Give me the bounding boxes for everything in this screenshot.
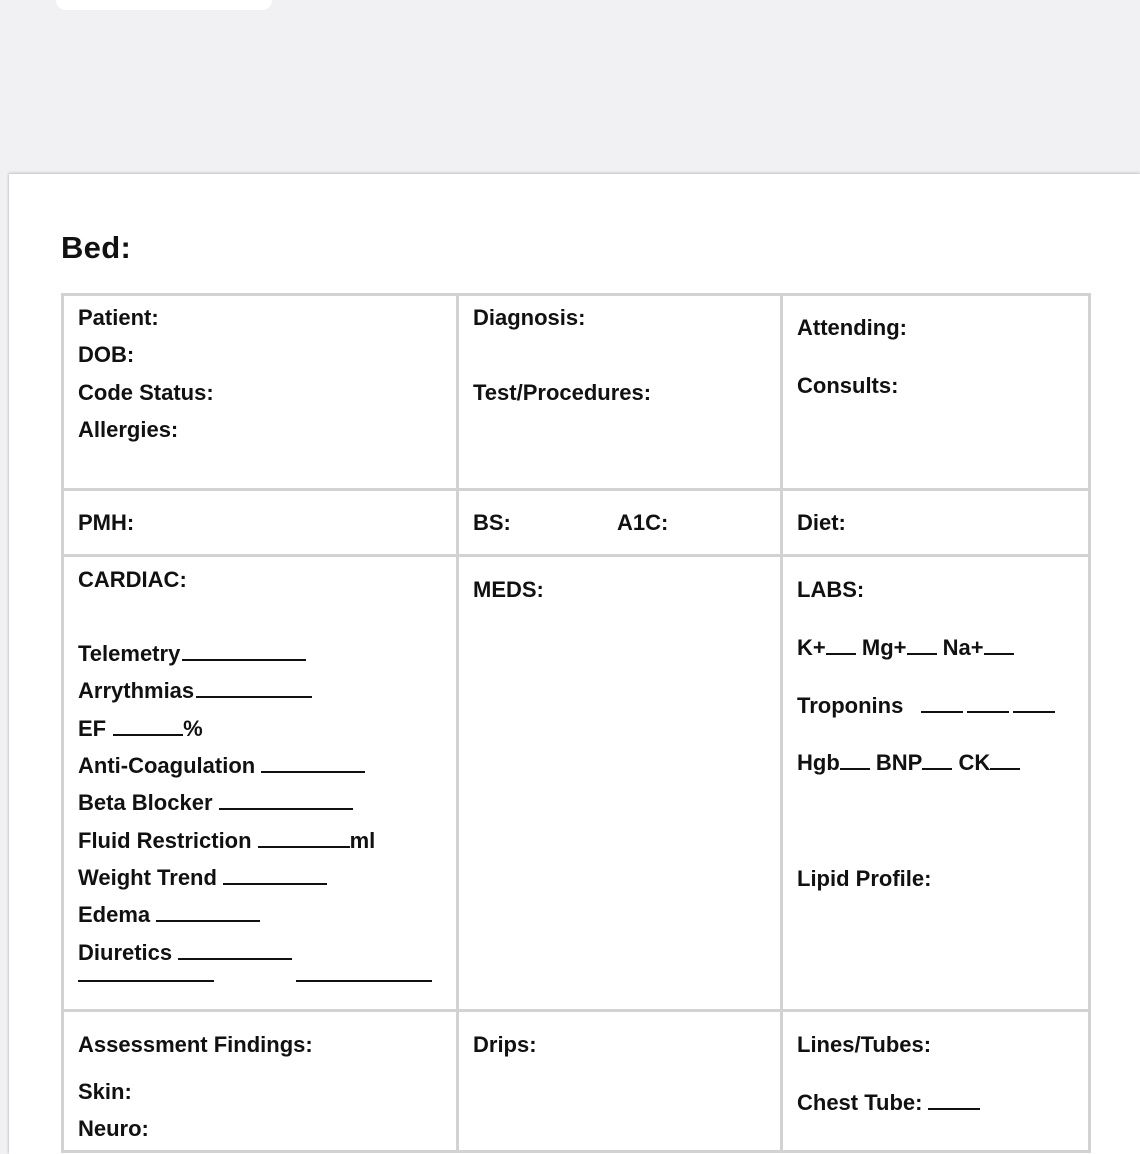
top-tab — [56, 0, 272, 10]
beta-blocker-blank — [219, 790, 353, 810]
troponins-field — [797, 693, 1055, 719]
troponin-blank-1 — [921, 693, 963, 713]
diuretics-label: Diuretics — [78, 940, 173, 965]
drips-label: Drips: — [473, 1032, 537, 1057]
neuro-label: Neuro: — [78, 1116, 149, 1141]
lipid-profile-label: Lipid Profile: — [797, 866, 932, 891]
troponins-label: Troponins — [797, 693, 904, 718]
arrythmias-field — [78, 678, 312, 704]
diuretics-field — [78, 940, 292, 966]
dob-label: DOB: — [78, 342, 135, 367]
sodium-label: Na+ — [942, 635, 984, 660]
report-grid — [61, 293, 1091, 1153]
anticoagulation-field — [78, 753, 365, 779]
grid-divider — [64, 1009, 1088, 1012]
fluid-restriction-blank — [258, 828, 350, 848]
fluid-restriction-unit: ml — [349, 828, 376, 853]
cardiac-heading: CARDIAC: — [78, 567, 187, 592]
ck-label: CK — [958, 750, 991, 775]
beta-blocker-field — [78, 790, 353, 816]
fluid-restriction-field — [78, 828, 375, 854]
worksheet-page — [9, 174, 1140, 1154]
bnp-blank — [922, 750, 952, 770]
lines-tubes-label: Lines/Tubes: — [797, 1032, 932, 1057]
ef-label: EF — [78, 716, 107, 741]
electrolytes-field — [797, 635, 1014, 661]
attending-label: Attending: — [797, 315, 907, 340]
fluid-restriction-label: Fluid Restriction — [78, 828, 252, 853]
extra-blank-left — [78, 980, 214, 982]
allergies-label: Allergies: — [78, 417, 179, 442]
skin-label: Skin: — [78, 1079, 132, 1104]
assessment-findings-label: Assessment Findings: — [78, 1032, 313, 1057]
extra-blank-right — [296, 980, 432, 982]
diet-label: Diet: — [797, 510, 846, 535]
beta-blocker-label: Beta Blocker — [78, 790, 213, 815]
ef-field — [78, 716, 203, 742]
grid-divider — [456, 296, 459, 1150]
bed-title: Bed: — [61, 230, 132, 265]
bnp-label: BNP — [875, 750, 923, 775]
telemetry-label: Telemetry — [78, 641, 181, 666]
chest-tube-label: Chest Tube: — [797, 1090, 923, 1115]
anticoagulation-blank — [261, 753, 365, 773]
grid-divider — [780, 296, 783, 1150]
pmh-label: PMH: — [78, 510, 135, 535]
troponin-blank-3 — [1013, 693, 1055, 713]
meds-heading: MEDS: — [473, 577, 544, 602]
weight-trend-blank — [223, 865, 327, 885]
edema-field — [78, 902, 260, 928]
labs-heading: LABS: — [797, 577, 865, 602]
code-status-label: Code Status: — [78, 380, 214, 405]
hgb-bnp-ck-field — [797, 750, 1020, 776]
grid-divider — [64, 488, 1088, 491]
anticoagulation-label: Anti-Coagulation — [78, 753, 256, 778]
weight-trend-label: Weight Trend — [78, 865, 217, 890]
chest-tube-field — [797, 1090, 980, 1116]
potassium-label: K+ — [797, 635, 826, 660]
arrythmias-label: Arrythmias — [78, 678, 195, 703]
potassium-blank — [826, 635, 856, 655]
diuretics-blank — [178, 940, 292, 960]
ef-blank — [113, 716, 183, 736]
tests-procedures-label: Test/Procedures: — [473, 380, 652, 405]
grid-divider — [64, 554, 1088, 557]
ck-blank — [990, 750, 1020, 770]
bs-label: BS: — [473, 510, 511, 535]
magnesium-label: Mg+ — [861, 635, 907, 660]
edema-label: Edema — [78, 902, 151, 927]
ef-unit: % — [183, 716, 203, 741]
patient-label: Patient: — [78, 305, 159, 330]
chest-tube-blank — [928, 1090, 980, 1110]
diagnosis-label: Diagnosis: — [473, 305, 586, 330]
telemetry-field — [78, 641, 306, 667]
edema-blank — [156, 902, 260, 922]
a1c-label: A1C: — [617, 510, 669, 535]
sodium-blank — [984, 635, 1014, 655]
telemetry-blank — [182, 641, 306, 661]
magnesium-blank — [907, 635, 937, 655]
hgb-blank — [840, 750, 870, 770]
weight-trend-field — [78, 865, 327, 891]
consults-label: Consults: — [797, 373, 899, 398]
hgb-label: Hgb — [797, 750, 840, 775]
troponin-blank-2 — [967, 693, 1009, 713]
arrythmias-blank — [196, 678, 312, 698]
